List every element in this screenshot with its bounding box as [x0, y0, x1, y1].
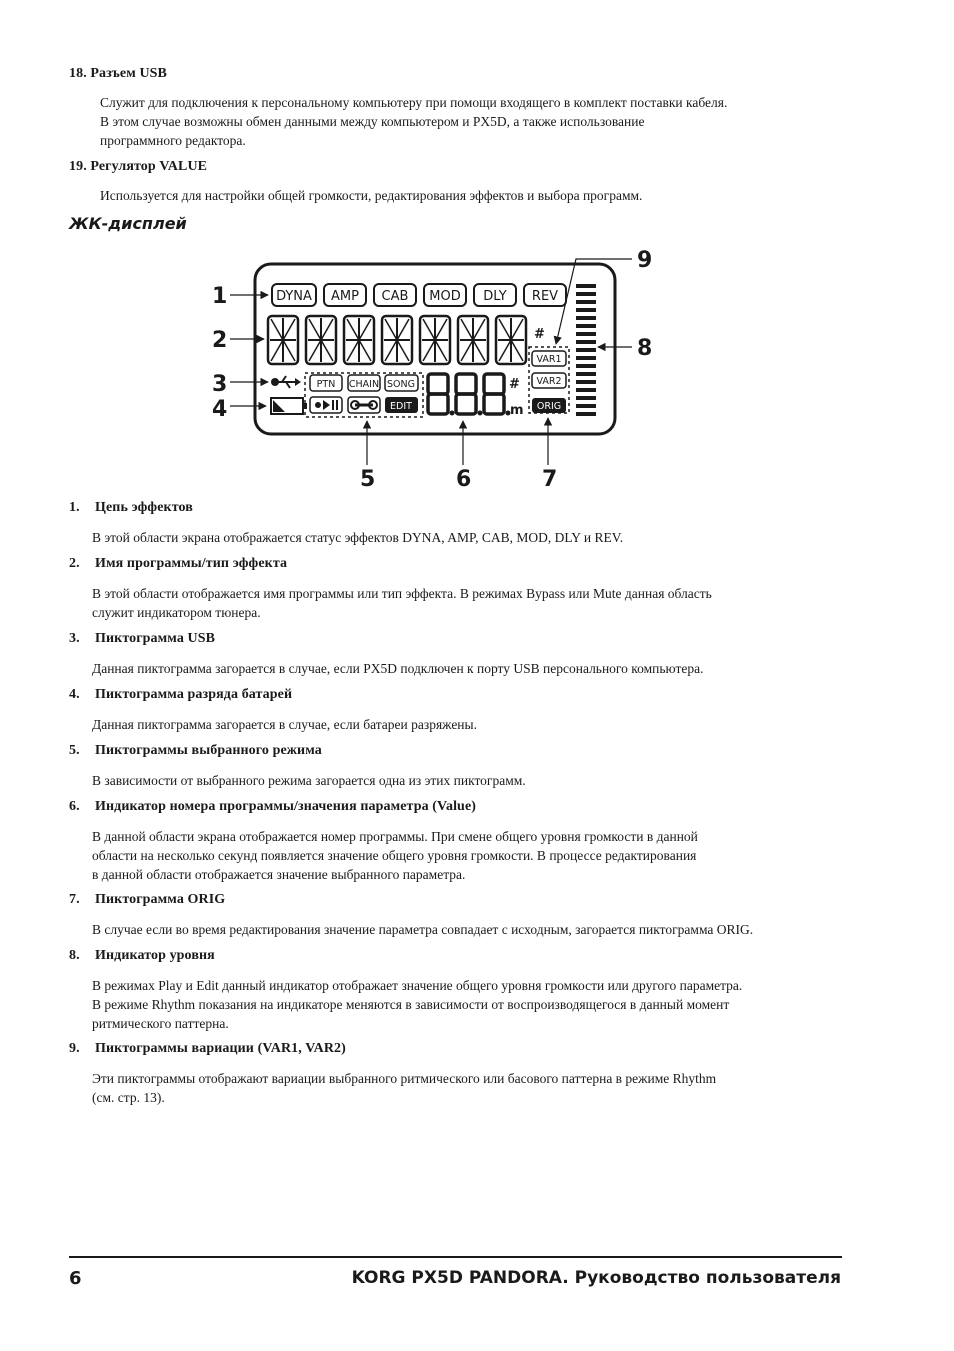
callout-7: 7: [542, 467, 558, 492]
usb-icon: [271, 376, 301, 388]
svg-text:DYNA: DYNA: [276, 289, 312, 304]
digit: [428, 374, 455, 416]
level-bar: [576, 372, 596, 376]
effect-amp: [324, 284, 366, 306]
level-bar: [576, 412, 596, 416]
item-7-text: В случае если во время редактирования значение параметра совпадает с исходным, загорается пиктограмма ORIG.: [92, 922, 754, 937]
item-1-text: В этой области экрана отображается статус эффектов DYNA, AMP, CAB, MOD, DLY и REV.: [92, 530, 624, 545]
callout-6: 6: [456, 467, 472, 492]
item-8-text: В режимах Play и Edit данный индикатор отображает значение общего уровня громкости или другого параметра. В режиме Rhythm показания на индикаторе меняются в зависимости от воспроизводящегося в данный момент ритмического паттерна.: [92, 978, 743, 1031]
segment-cell: [306, 316, 336, 364]
page-number: 6: [69, 1268, 82, 1289]
callout-2: 2: [212, 328, 228, 353]
svg-text:AMP: AMP: [331, 289, 359, 304]
effect-dly: [474, 284, 516, 306]
svg-text:VAR2: VAR2: [536, 376, 562, 387]
mode-icon-chain: [348, 375, 380, 391]
item-19-text: Используется для настройки общей громкости, редактирования эффектов и выбора программ.: [100, 188, 643, 203]
item-6-text: В данной области экрана отображается номер программы. При смене общего уровня громкости в данной области на несколько секунд появляется значение общего уровня громкости. В процессе редактирования в данной области отображается значение выбранного параметра.: [92, 829, 698, 882]
var1-icon: [532, 351, 566, 366]
item-1-heading: 1. Цепь эффектов: [69, 500, 193, 515]
callout-5: 5: [360, 467, 376, 492]
battery-icon: [271, 398, 307, 414]
item-8-heading: 8. Индикатор уровня: [69, 948, 215, 963]
item-19-heading: 19. Регулятор VALUE: [69, 159, 208, 174]
callout-1: 1: [212, 284, 228, 309]
level-bar: [576, 364, 596, 368]
play-pause-icon: [310, 397, 342, 413]
segment-cell: [268, 316, 298, 364]
footer-title: KORG PX5D PANDORA. Руководство пользователя: [351, 1268, 841, 1288]
svg-text:PTN: PTN: [316, 379, 336, 390]
digit: [456, 374, 483, 416]
svg-text:MOD: MOD: [429, 289, 461, 304]
item-3-heading: 3. Пиктограмма USB: [69, 631, 216, 646]
item-2-text: В этой области отображается имя программы или тип эффекта. В режимах Bypass или Mute данная область служит индикатором тюнера.: [92, 586, 712, 620]
callout-4: 4: [212, 397, 228, 422]
level-bar: [576, 340, 596, 344]
segment-cell: [496, 316, 526, 364]
level-bar: [576, 284, 596, 288]
item-6-heading: 6. Индикатор номера программы/значения параметра (Value): [69, 799, 477, 814]
lcd-diagram: [200, 240, 680, 495]
level-meter: [576, 284, 596, 416]
level-bar: [576, 300, 596, 304]
m-suffix: m: [510, 403, 524, 418]
item-4-text: Данная пиктограмма загорается в случае, если батареи разряжены.: [92, 717, 477, 732]
svg-text:CHAIN: CHAIN: [348, 379, 380, 390]
level-bar: [576, 356, 596, 360]
callout-8: 8: [637, 336, 653, 361]
svg-text:VAR1: VAR1: [536, 354, 562, 365]
program-number-segments: [428, 374, 511, 416]
effect-cab: [374, 284, 416, 306]
effect-dyna: [272, 284, 316, 306]
svg-text:CAB: CAB: [381, 289, 409, 304]
item-2-heading: 2. Имя программы/тип эффекта: [69, 556, 288, 571]
level-bar: [576, 292, 596, 296]
level-bar: [576, 380, 596, 384]
effect-chain: [272, 284, 566, 306]
level-bar: [576, 332, 596, 336]
svg-text:REV: REV: [531, 289, 559, 304]
var2-icon: [532, 373, 566, 388]
item-5-heading: 5. Пиктограммы выбранного режима: [69, 743, 322, 758]
item-5-text: В зависимости от выбранного режима загорается одна из этих пиктограмм.: [92, 773, 526, 788]
item-4-heading: 4. Пиктограмма разряда батарей: [69, 687, 293, 702]
segment-cell: [382, 316, 412, 364]
item-9-text: Эти пиктограммы отображают вариации выбранного ритмического или басового паттерна в режиме Rhythm (см. стр. 13).: [92, 1071, 717, 1105]
level-bar: [576, 316, 596, 320]
svg-text:EDIT: EDIT: [390, 401, 412, 412]
effect-mod: [424, 284, 466, 306]
digit: [484, 374, 511, 416]
svg-text:DLY: DLY: [483, 289, 507, 304]
item-18-heading: 18. Разъем USB: [69, 66, 167, 81]
item-7-heading: 7. Пиктограмма ORIG: [69, 892, 226, 907]
orig-icon: [532, 398, 566, 413]
level-bar: [576, 324, 596, 328]
segment-cell: [420, 316, 450, 364]
effect-rev: [524, 284, 566, 306]
callout-9: 9: [637, 248, 653, 273]
sharp-icon: #: [534, 327, 545, 342]
level-bar: [576, 308, 596, 312]
item-9-heading: 9. Пиктограммы вариации (VAR1, VAR2): [69, 1041, 346, 1056]
level-bar: [576, 348, 596, 352]
sharp-small-icon: #: [509, 377, 520, 392]
mode-icon-ptn: [310, 375, 342, 391]
level-bar: [576, 396, 596, 400]
svg-text:ORIG: ORIG: [536, 401, 562, 412]
item-18-text: Служит для подключения к персональному компьютеру при помощи входящего в комплект поставки кабеля. В этом случае возможны обмен данными между компьютером и PX5D, а также использование программного редактора.: [100, 95, 728, 148]
section-title: ЖК-дисплей: [69, 214, 187, 233]
segment-cell: [344, 316, 374, 364]
program-name-segments: [268, 316, 526, 364]
callout-3: 3: [212, 372, 228, 397]
mode-icon-song: [385, 375, 418, 391]
wrench-icon: [348, 397, 380, 413]
level-bar: [576, 404, 596, 408]
svg-text:SONG: SONG: [387, 379, 415, 390]
footer-rule: [69, 1256, 842, 1258]
item-3-text: Данная пиктограмма загорается в случае, если PX5D подключен к порту USB персонального компьютера.: [92, 661, 704, 676]
level-bar: [576, 388, 596, 392]
segment-cell: [458, 316, 488, 364]
mode-icon-edit: [385, 397, 418, 413]
